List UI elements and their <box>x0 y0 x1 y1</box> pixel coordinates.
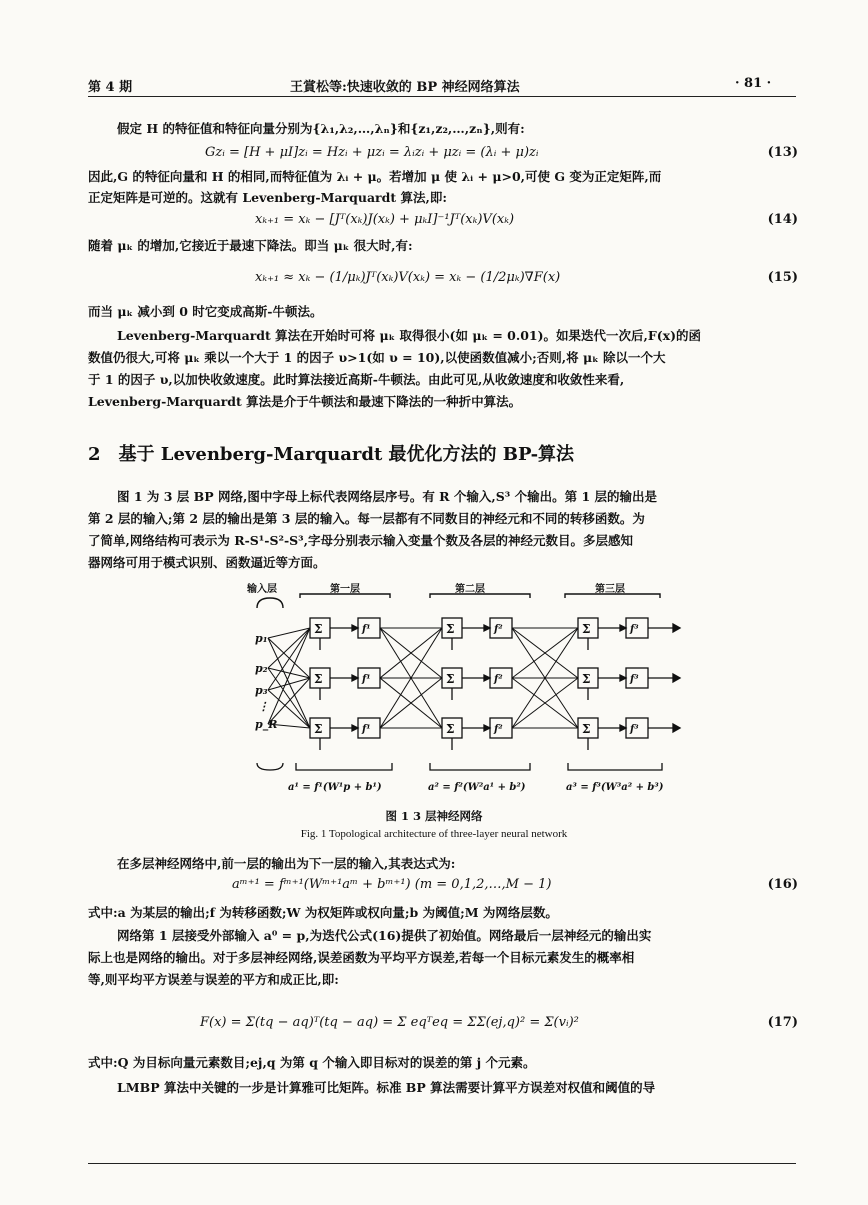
figure-caption-en: Fig. 1 Topological architecture of three-layer neural network <box>300 828 568 840</box>
layer-label-input: 输入层 <box>247 584 277 595</box>
input-p1: p₁ <box>255 632 268 645</box>
equation-number: (14) <box>767 212 798 227</box>
layer1-formula: a¹ = f¹(W¹p + b¹) <box>288 782 382 793</box>
equation-13: Gzᵢ = [H + μI]zᵢ = Hzᵢ + μzᵢ = λᵢzᵢ + μzᵢ = (λᵢ + μ)zᵢ <box>205 145 539 160</box>
equation-number: (16) <box>767 877 798 892</box>
paragraph: 第 2 层的输入;第 2 层的输出是第 3 层的输入。每一层都有不同数目的神经元和不同的转移函数。为 <box>88 511 645 526</box>
page-number: · 81 · <box>735 76 772 91</box>
paragraph: 网络第 1 层接受外部输入 a⁰ = p,为迭代公式(16)提供了初始值。网络最后一层神经元的输出实 <box>117 928 652 943</box>
layer-label-1: 第一层 <box>330 584 360 595</box>
sum-symbol: Σ <box>582 722 591 736</box>
paragraph: 于 1 的因子 υ,以加快收敛速度。此时算法接近高斯-牛顿法。由此可见,从收敛速度和收敛性来看, <box>88 372 625 387</box>
input-p3: p₃ <box>255 684 268 697</box>
sum-symbol: Σ <box>582 672 591 686</box>
paragraph: 因此,G 的特征向量和 H 的相同,而特征值为 λᵢ + μ。若增加 μ 使 λᵢ + μ>0,可使 G 变为正定矩阵,而 <box>88 169 662 184</box>
equation-15: xₖ₊₁ ≈ xₖ − (1/μₖ)Jᵀ(xₖ)V(xₖ) = xₖ − (1/2μₖ)∇F(x) <box>255 270 561 285</box>
section-heading <box>88 440 574 466</box>
paragraph: 式中:Q 为目标向量元素数目;ej,q 为第 q 个输入即目标对的误差的第 j 个元素。 <box>88 1055 536 1070</box>
transfer-symbol: f² <box>494 724 503 735</box>
sum-symbol: Σ <box>314 672 323 686</box>
layer-label-2: 第二层 <box>455 584 485 595</box>
section-title: 基于 Levenberg-Marquardt 最优化方法的 BP-算法 <box>118 444 575 465</box>
paragraph: 正定矩阵是可逆的。这就有 Levenberg-Marquardt 算法,即: <box>88 190 447 205</box>
network-figure <box>0 578 868 808</box>
layer-label-3: 第三层 <box>595 584 625 595</box>
transfer-symbol: f² <box>494 674 503 685</box>
issue-label: 第 4 期 <box>88 80 133 95</box>
header-rule <box>88 96 796 97</box>
sum-symbol: Σ <box>446 622 455 636</box>
running-title: 王賞松等:快速收敛的 BP 神经网络算法 <box>290 80 520 95</box>
figure-caption-cn: 图 1 3 层神经网络 <box>385 809 483 823</box>
sum-symbol: Σ <box>582 622 591 636</box>
equation-number: (15) <box>767 270 798 285</box>
paragraph: 器网络可用于模式识别、函数逼近等方面。 <box>88 555 326 570</box>
paragraph: Levenberg-Marquardt 算法是介于牛顿法和最速下降法的一种折中算法。 <box>88 394 522 409</box>
equation-number: (13) <box>767 145 798 160</box>
paragraph: 假定 H 的特征值和特征向量分别为{λ₁,λ₂,…,λₙ}和{z₁,z₂,…,zₙ},则有: <box>117 121 525 136</box>
transfer-symbol: f³ <box>630 674 639 685</box>
equation-number: (17) <box>767 1015 798 1030</box>
paragraph: 式中:a 为某层的输出;f 为转移函数;W 为权矩阵或权向量;b 为阈值;M 为网络层数。 <box>88 905 558 920</box>
paragraph: 数值仍很大,可将 μₖ 乘以一个大于 1 的因子 υ>1(如 υ = 10),以使函数值减小;否则,将 μₖ 除以一个大 <box>88 350 666 365</box>
equation-16: aᵐ⁺¹ = fᵐ⁺¹(Wᵐ⁺¹aᵐ + bᵐ⁺¹) (m = 0,1,2,…,M − 1) <box>232 877 552 892</box>
transfer-symbol: f³ <box>630 624 639 635</box>
footer-rule <box>88 1163 796 1164</box>
equation-17: F(x) = Σ(tq − aq)ᵀ(tq − aq) = Σ eqᵀeq = ΣΣ(ej,q)² = Σ(vᵢ)² <box>200 1015 579 1030</box>
layer3-formula: a³ = f³(W³a² + b³) <box>566 782 664 793</box>
sum-symbol: Σ <box>314 722 323 736</box>
input-dots: ⋮ <box>258 700 269 713</box>
equation-14: xₖ₊₁ = xₖ − [Jᵀ(xₖ)J(xₖ) + μₖI]⁻¹Jᵀ(xₖ)V(xₖ) <box>255 212 515 227</box>
transfer-symbol: f³ <box>630 724 639 735</box>
layer2-formula: a² = f²(W²a¹ + b²) <box>428 782 526 793</box>
section-number: 2 <box>88 444 101 465</box>
paragraph: 图 1 为 3 层 BP 网络,图中字母上标代表网络层序号。有 R 个输入,S³ 个输出。第 1 层的输出是 <box>117 489 658 504</box>
paragraph: 而当 μₖ 减小到 0 时它变成高斯-牛顿法。 <box>88 304 323 319</box>
input-pR: p_R <box>255 718 278 731</box>
paragraph: 在多层神经网络中,前一层的输出为下一层的输入,其表达式为: <box>117 856 456 871</box>
transfer-symbol: f¹ <box>362 674 371 685</box>
sum-symbol: Σ <box>314 622 323 636</box>
paragraph: Levenberg-Marquardt 算法在开始时可将 μₖ 取得很小(如 μₖ = 0.01)。如果迭代一次后,F(x)的函 <box>117 328 702 343</box>
paragraph: 了简单,网络结构可表示为 R-S¹-S²-S³,字母分别表示输入变量个数及各层的神经元数目。多层感知 <box>88 533 634 548</box>
paragraph: 际上也是网络的输出。对于多层神经网络,误差函数为平均平方误差,若每一个目标元素发生的概率相 <box>88 950 635 965</box>
paragraph: 等,则平均平方误差与误差的平方和成正比,即: <box>88 972 339 987</box>
transfer-symbol: f¹ <box>362 724 371 735</box>
paragraph: LMBP 算法中关键的一步是计算雅可比矩阵。标准 BP 算法需要计算平方误差对权值和阈值的导 <box>117 1080 656 1095</box>
transfer-symbol: f² <box>494 624 503 635</box>
sum-symbol: Σ <box>446 672 455 686</box>
input-p2: p₂ <box>255 662 268 675</box>
sum-symbol: Σ <box>446 722 455 736</box>
paragraph: 随着 μₖ 的增加,它接近于最速下降法。即当 μₖ 很大时,有: <box>88 238 413 253</box>
transfer-symbol: f¹ <box>362 624 371 635</box>
